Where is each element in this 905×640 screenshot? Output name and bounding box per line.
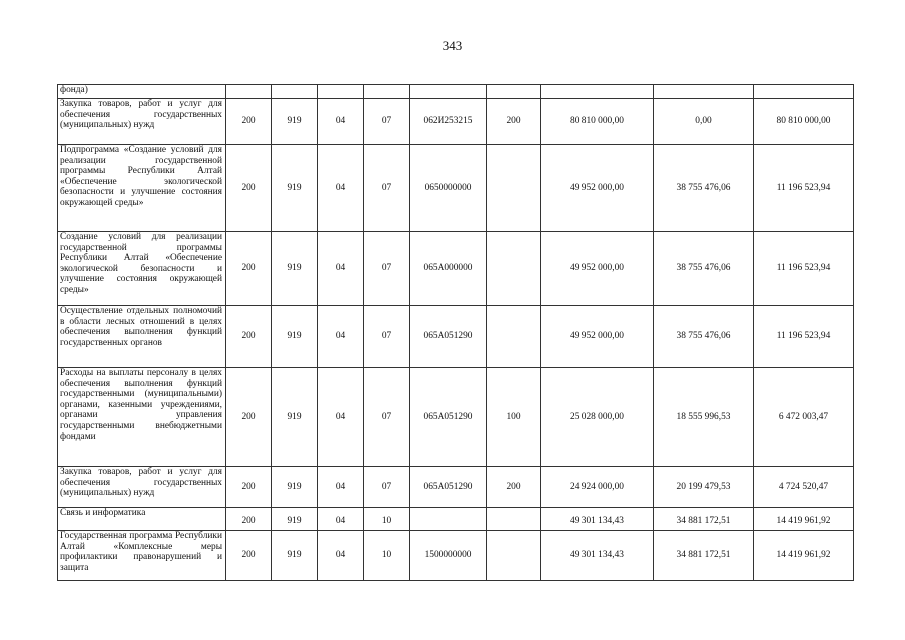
planned-amount: 49 952 000,00	[541, 232, 654, 306]
expense-type	[487, 232, 541, 306]
code-1: 200	[226, 467, 272, 508]
planned-amount	[541, 85, 654, 99]
executed-amount: 20 199 479,53	[654, 467, 754, 508]
code-3: 04	[318, 531, 364, 581]
code-4: 10	[364, 508, 410, 531]
planned-amount: 49 301 134,43	[541, 531, 654, 581]
target-article: 065А051290	[410, 467, 487, 508]
code-1: 200	[226, 232, 272, 306]
table-row	[58, 99, 854, 145]
code-1: 200	[226, 145, 272, 232]
executed-amount: 38 755 476,06	[654, 232, 754, 306]
code-2: 919	[272, 306, 318, 368]
remaining-amount	[754, 85, 854, 99]
table-row	[58, 306, 854, 368]
code-2: 919	[272, 467, 318, 508]
code-4: 07	[364, 368, 410, 467]
remaining-amount: 80 810 000,00	[754, 99, 854, 145]
expense-type	[487, 85, 541, 99]
row-name: фонда)	[58, 85, 226, 99]
remaining-amount: 6 472 003,47	[754, 368, 854, 467]
table-row	[58, 508, 854, 531]
remaining-amount: 14 419 961,92	[754, 508, 854, 531]
code-4: 07	[364, 145, 410, 232]
table-row	[58, 85, 854, 99]
executed-amount: 38 755 476,06	[654, 145, 754, 232]
target-article: 0650000000	[410, 145, 487, 232]
row-name: Государственная программа Республики Алтай «Комплексные меры профилактики правонарушений и защита	[58, 531, 226, 581]
code-2: 919	[272, 232, 318, 306]
code-4: 10	[364, 531, 410, 581]
planned-amount: 80 810 000,00	[541, 99, 654, 145]
code-3: 04	[318, 232, 364, 306]
executed-amount: 34 881 172,51	[654, 508, 754, 531]
code-3: 04	[318, 145, 364, 232]
table-row	[58, 531, 854, 581]
code-3: 04	[318, 508, 364, 531]
row-name: Закупка товаров, работ и услуг для обеспечения государственных (муниципальных) нужд	[58, 467, 226, 508]
code-1: 200	[226, 99, 272, 145]
table-row	[58, 368, 854, 467]
expense-type: 200	[487, 99, 541, 145]
page-number: 343	[442, 38, 463, 53]
remaining-amount: 11 196 523,94	[754, 145, 854, 232]
expense-type	[487, 306, 541, 368]
row-name: Расходы на выплаты персоналу в целях обеспечения выполнения функций государственными (муниципальными) органами, казенными учреждениями, органами управления государственными внебюджетными фондами	[58, 368, 226, 467]
planned-amount: 49 952 000,00	[541, 306, 654, 368]
row-name: Создание условий для реализации государственной программы Республики Алтай «Обеспечение экологической безопасности и улучшение состояния окружающей среды»	[58, 232, 226, 306]
remaining-amount: 11 196 523,94	[754, 232, 854, 306]
code-3: 04	[318, 99, 364, 145]
row-name: Подпрограмма «Создание условий для реализации государственной программы Республики Алтай «Обеспечение экологической безопасности и улучшение состояния окружающей среды»	[58, 145, 226, 232]
executed-amount: 38 755 476,06	[654, 306, 754, 368]
planned-amount: 25 028 000,00	[541, 368, 654, 467]
row-name: Закупка товаров, работ и услуг для обеспечения государственных (муниципальных) нужд	[58, 99, 226, 145]
row-name: Осуществление отдельных полномочий в области лесных отношений в целях обеспечения выполнения функций государственных органов	[58, 306, 226, 368]
code-2	[272, 85, 318, 99]
planned-amount: 24 924 000,00	[541, 467, 654, 508]
code-1: 200	[226, 368, 272, 467]
expense-type	[487, 145, 541, 232]
executed-amount	[654, 85, 754, 99]
table-row	[58, 232, 854, 306]
target-article: 065А051290	[410, 368, 487, 467]
executed-amount: 0,00	[654, 99, 754, 145]
code-4: 07	[364, 467, 410, 508]
expense-type: 100	[487, 368, 541, 467]
expense-type	[487, 531, 541, 581]
code-3: 04	[318, 467, 364, 508]
target-article	[410, 85, 487, 99]
expense-type	[487, 508, 541, 531]
code-3	[318, 85, 364, 99]
code-1	[226, 85, 272, 99]
code-2: 919	[272, 531, 318, 581]
code-4: 07	[364, 232, 410, 306]
planned-amount: 49 301 134,43	[541, 508, 654, 531]
remaining-amount: 11 196 523,94	[754, 306, 854, 368]
code-3: 04	[318, 368, 364, 467]
code-2: 919	[272, 368, 318, 467]
target-article: 065А000000	[410, 232, 487, 306]
remaining-amount: 14 419 961,92	[754, 531, 854, 581]
remaining-amount: 4 724 520,47	[754, 467, 854, 508]
target-article: 1500000000	[410, 531, 487, 581]
code-2: 919	[272, 145, 318, 232]
code-3: 04	[318, 306, 364, 368]
target-article: 062И253215	[410, 99, 487, 145]
target-article	[410, 508, 487, 531]
code-1: 200	[226, 508, 272, 531]
row-name: Связь и информатика	[58, 508, 226, 531]
code-4	[364, 85, 410, 99]
code-4: 07	[364, 306, 410, 368]
table-row	[58, 145, 854, 232]
table-row	[58, 467, 854, 508]
planned-amount: 49 952 000,00	[541, 145, 654, 232]
code-2: 919	[272, 99, 318, 145]
target-article: 065А051290	[410, 306, 487, 368]
code-2: 919	[272, 508, 318, 531]
code-1: 200	[226, 306, 272, 368]
budget-table	[57, 84, 854, 581]
executed-amount: 34 881 172,51	[654, 531, 754, 581]
executed-amount: 18 555 996,53	[654, 368, 754, 467]
table-body	[58, 85, 854, 581]
expense-type: 200	[487, 467, 541, 508]
code-4: 07	[364, 99, 410, 145]
code-1: 200	[226, 531, 272, 581]
